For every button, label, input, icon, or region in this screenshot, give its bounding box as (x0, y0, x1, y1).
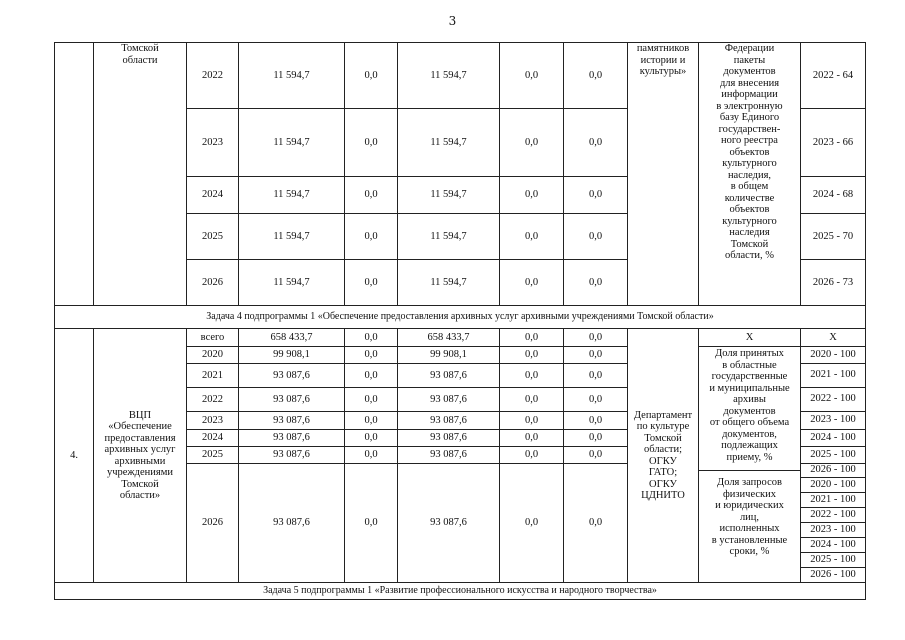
total-cell: 93 087,6 (239, 430, 345, 447)
target-value: 2023 - 100 (801, 411, 865, 429)
federal-cell: 0,0 (345, 214, 398, 260)
target-value: 2022 - 100 (801, 387, 865, 411)
target-cell: 2024 - 68 (801, 177, 866, 214)
other-cell: 0,0 (564, 329, 628, 347)
year-cell: 2024 (187, 177, 239, 214)
other-cell: 0,0 (564, 447, 628, 464)
year-cell: 2023 (187, 412, 239, 430)
target-value: 2024 - 100 (801, 537, 865, 552)
target-value: 2023 - 100 (801, 522, 865, 537)
year-cell: 2026 (187, 464, 239, 583)
year-cell: 2022 (187, 43, 239, 109)
total-cell: 93 087,6 (239, 388, 345, 412)
indicator-cell: Федерации пакеты документов для внесения информации в электронную базу Единого государствен- ного реестра объектов культурного наследия, в общем количестве объектов культурного наследия Томской области, % (699, 43, 801, 306)
regional-cell: 11 594,7 (398, 260, 500, 306)
indicator-1: Доля принятых в областные государственные и муниципальные архивы документов от общего объема документов, подлежащих приему, % (699, 347, 800, 471)
year-cell: 2025 (187, 214, 239, 260)
total-cell: 11 594,7 (239, 177, 345, 214)
indicator-x-mark: X (699, 329, 801, 347)
target-x-mark: X (801, 329, 866, 347)
federal-cell: 0,0 (345, 364, 398, 388)
target-value: 2024 - 100 (801, 429, 865, 446)
target-value: 2020 - 100 (801, 477, 865, 492)
program-name-cell: ВЦП «Обеспечение предоставления архивных услуг архивными учреждениями Томской области» (94, 329, 187, 583)
local-cell: 0,0 (500, 364, 564, 388)
target-value: 2021 - 100 (801, 492, 865, 507)
regional-cell: 99 908,1 (398, 347, 500, 364)
target-value: 2020 - 100 (801, 347, 865, 363)
federal-cell: 0,0 (345, 430, 398, 447)
target-cell: 2022 - 64 (801, 43, 866, 109)
regional-cell: 93 087,6 (398, 364, 500, 388)
other-cell: 0,0 (564, 109, 628, 177)
other-cell: 0,0 (564, 412, 628, 430)
other-cell: 0,0 (564, 177, 628, 214)
federal-cell: 0,0 (345, 447, 398, 464)
target-cell: 2023 - 66 (801, 109, 866, 177)
local-cell: 0,0 (500, 109, 564, 177)
other-cell: 0,0 (564, 430, 628, 447)
executor-cell: Департамент по культуре Томской области; ОГКУ ГАТО; ОГКУ ЦДНИТО (628, 329, 699, 583)
local-cell: 0,0 (500, 447, 564, 464)
indicator-2: Доля запросов физических и юридических лиц, исполненных в установленные сроки, % (711, 477, 788, 557)
year-cell: 2021 (187, 364, 239, 388)
page-number: 3 (448, 14, 457, 28)
local-cell: 0,0 (500, 430, 564, 447)
regional-cell: 658 433,7 (398, 329, 500, 347)
regional-cell: 93 087,6 (398, 430, 500, 447)
regional-cell: 11 594,7 (398, 177, 500, 214)
total-cell: 93 087,6 (239, 464, 345, 583)
target-value: 2025 - 100 (801, 446, 865, 463)
task-4-heading: Задача 4 подпрограммы 1 «Обеспечение предоставления архивных услуг архивными учреждениями Томской области» (55, 306, 866, 329)
targets-table (801, 347, 865, 582)
task-5-heading: Задача 5 подпрограммы 1 «Развитие профессионального искусства и народного творчества» (55, 583, 866, 600)
local-cell: 0,0 (500, 464, 564, 583)
federal-cell: 0,0 (345, 412, 398, 430)
federal-cell: 0,0 (345, 329, 398, 347)
target-cell: 2026 - 73 (801, 260, 866, 306)
local-cell: 0,0 (500, 260, 564, 306)
total-cell: 11 594,7 (239, 260, 345, 306)
total-cell: 11 594,7 (239, 109, 345, 177)
program-table (54, 42, 866, 600)
local-cell: 0,0 (500, 347, 564, 364)
indicators-cell (699, 347, 801, 583)
total-cell: 11 594,7 (239, 43, 345, 109)
other-cell: 0,0 (564, 347, 628, 364)
federal-cell: 0,0 (345, 388, 398, 412)
year-cell: 2025 (187, 447, 239, 464)
local-cell: 0,0 (500, 43, 564, 109)
other-cell: 0,0 (564, 43, 628, 109)
target-value: 2026 - 100 (801, 463, 865, 477)
year-cell: 2024 (187, 430, 239, 447)
row-number-cell: 4. (55, 329, 94, 583)
year-cell: 2026 (187, 260, 239, 306)
target-value: 2022 - 100 (801, 507, 865, 522)
task-heading-row (55, 583, 866, 600)
local-cell: 0,0 (500, 177, 564, 214)
federal-cell: 0,0 (345, 109, 398, 177)
total-cell: 93 087,6 (239, 364, 345, 388)
total-cell: 99 908,1 (239, 347, 345, 364)
year-cell: 2022 (187, 388, 239, 412)
federal-cell: 0,0 (345, 43, 398, 109)
federal-cell: 0,0 (345, 464, 398, 583)
total-cell: 11 594,7 (239, 214, 345, 260)
local-cell: 0,0 (500, 412, 564, 430)
federal-cell: 0,0 (345, 177, 398, 214)
total-cell: 93 087,6 (239, 412, 345, 430)
regional-cell: 93 087,6 (398, 388, 500, 412)
federal-cell: 0,0 (345, 347, 398, 364)
total-cell: 658 433,7 (239, 329, 345, 347)
target-value: 2025 - 100 (801, 552, 865, 567)
program-name-cell: Томской области (94, 43, 187, 306)
target-value: 2021 - 100 (801, 363, 865, 387)
year-cell: 2020 (187, 347, 239, 364)
year-cell: всего (187, 329, 239, 347)
regional-cell: 11 594,7 (398, 109, 500, 177)
other-cell: 0,0 (564, 364, 628, 388)
local-cell: 0,0 (500, 388, 564, 412)
table-row (55, 43, 866, 109)
regional-cell: 93 087,6 (398, 447, 500, 464)
regional-cell: 93 087,6 (398, 412, 500, 430)
regional-cell: 93 087,6 (398, 464, 500, 583)
row-number-cell (55, 43, 94, 306)
other-cell: 0,0 (564, 260, 628, 306)
year-cell: 2023 (187, 109, 239, 177)
local-cell: 0,0 (500, 329, 564, 347)
other-cell: 0,0 (564, 214, 628, 260)
local-cell: 0,0 (500, 214, 564, 260)
regional-cell: 11 594,7 (398, 43, 500, 109)
other-cell: 0,0 (564, 388, 628, 412)
executor-cell: памятников истории и культуры» (628, 43, 699, 306)
regional-cell: 11 594,7 (398, 214, 500, 260)
table-row (55, 329, 866, 347)
targets-cell (801, 347, 866, 583)
federal-cell: 0,0 (345, 260, 398, 306)
target-value: 2026 - 100 (810, 569, 856, 580)
task-heading-row (55, 306, 866, 329)
total-cell: 93 087,6 (239, 447, 345, 464)
other-cell: 0,0 (564, 464, 628, 583)
target-cell: 2025 - 70 (801, 214, 866, 260)
